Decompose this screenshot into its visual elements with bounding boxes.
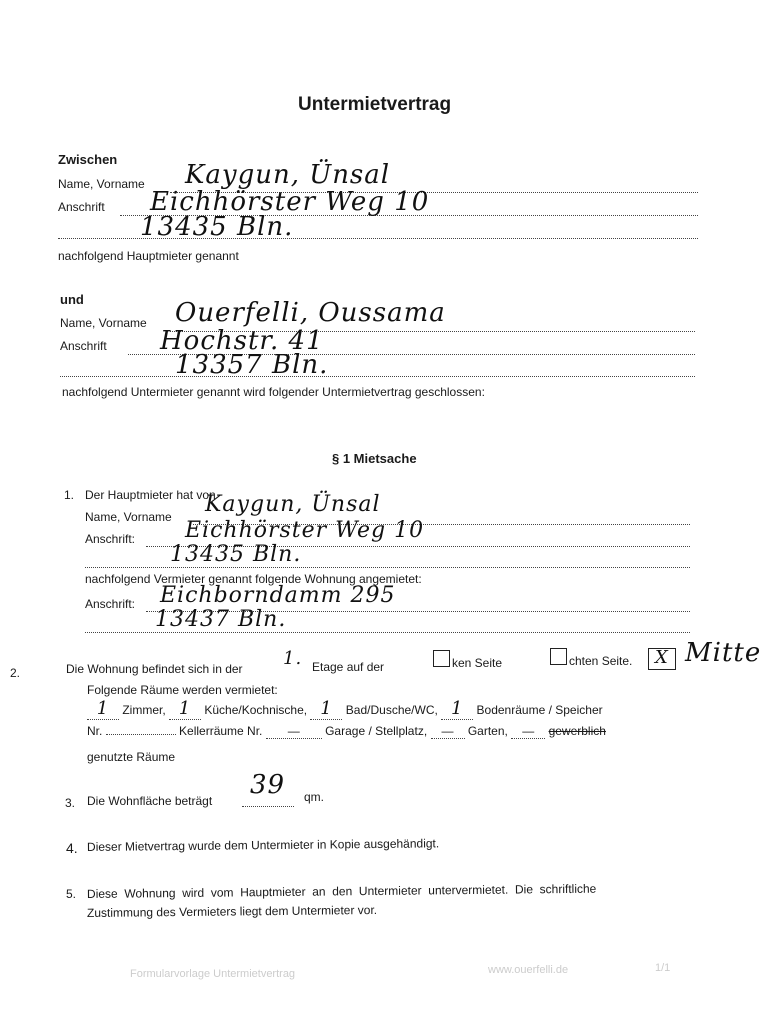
item3-number: 3.: [65, 796, 76, 810]
item2-number: 2.: [10, 666, 21, 680]
party2-name-label: Name, Vorname: [60, 316, 147, 330]
item1-handwritten-apartment-city: 13437 Bln.: [155, 607, 287, 632]
middle-checkbox-mark: X: [655, 647, 669, 668]
rooms-row2: [87, 724, 606, 739]
item2-handwritten-floor: 1.: [283, 648, 303, 669]
boden-value: 1: [450, 698, 464, 719]
party1-address-label: Anschrift: [58, 200, 105, 214]
item1-name-label: Name, Vorname: [85, 510, 172, 524]
item2-text-before-floor: Die Wohnung befindet sich in der: [66, 662, 243, 676]
left-side-checkbox[interactable]: [433, 650, 450, 667]
item4-number: 4.: [66, 840, 78, 856]
keller-label: Kellerräume Nr.: [179, 724, 263, 738]
rooms-intro: Folgende Räume werden vermietet:: [87, 683, 278, 697]
party1-role-text: nachfolgend Hauptmieter genannt: [58, 249, 239, 263]
garten-label: Garten,: [467, 724, 508, 738]
bad-value: 1: [320, 698, 333, 719]
genutzte-label: genutzte Räume: [87, 750, 176, 764]
item5-number: 5.: [66, 887, 77, 901]
garage-label: Garage / Stellplatz,: [325, 724, 428, 738]
party1-handwritten-city: 13435 Bln.: [140, 212, 294, 242]
item1-address-line2: [85, 567, 690, 568]
kueche-label: Küche/Kochnische,: [204, 703, 308, 717]
rooms-row1: [87, 698, 603, 720]
item2-handwritten-middle: Mitte: [685, 638, 762, 668]
item3-text: Die Wohnfläche beträgt: [87, 794, 213, 808]
party2-heading: und: [60, 292, 84, 307]
keller-value: —: [287, 724, 300, 738]
item1-address-label: Anschrift:: [85, 532, 136, 546]
item4-text: Dieser Mietvertrag wurde dem Untermieter in Kopie ausgehändigt.: [86, 836, 440, 854]
right-side-label: chten Seite.: [569, 654, 633, 668]
garage-value: —: [441, 724, 454, 738]
party1-handwritten-street: Eichhörster Weg 10: [150, 187, 430, 217]
party1-name-label: Name, Vorname: [58, 177, 145, 191]
item3-unit: qm.: [304, 790, 325, 804]
right-side-checkbox[interactable]: [550, 648, 567, 665]
footer-right: www.ouerfelli.de: [488, 964, 569, 976]
item5-line2: Zustimmung des Vermieters liegt dem Untermieter vor.: [86, 902, 378, 920]
item1-handwritten-name: Kaygun, Ünsal: [205, 492, 381, 517]
item1-handwritten-city: 13435 Bln.: [170, 542, 302, 567]
party2-handwritten-street: Hochstr. 41: [160, 326, 324, 356]
item5-line1: Diese Wohnung wird vom Hauptmieter an den Untermieter untervermietet. Die schriftliche: [86, 881, 597, 901]
garten-value: —: [522, 724, 535, 738]
item1-handwritten-apartment-street: Eichborndamm 295: [160, 583, 396, 608]
party2-handwritten-city: 13357 Bln.: [175, 350, 329, 380]
item1-apartment-line2: [85, 632, 690, 633]
item1-handwritten-street: Eichhörster Weg 10: [185, 518, 425, 543]
footer-page: 1/1: [655, 962, 671, 974]
nr-label: Nr.: [87, 724, 103, 738]
left-side-label: ken Seite: [452, 656, 503, 670]
kueche-value: 1: [178, 698, 192, 719]
item3-area-line: [242, 806, 294, 807]
party2-address-line2: [60, 376, 695, 377]
item1-text: Der Hauptmieter hat von: [85, 488, 216, 502]
item1-number: 1.: [64, 488, 75, 502]
section1-heading: § 1 Mietsache: [332, 451, 417, 466]
item1-landlord-text: nachfolgend Vermieter genannt folgende Wohnung angemietet:: [85, 572, 422, 586]
item3-handwritten-area: 39: [250, 770, 286, 800]
bad-label: Bad/Dusche/WC,: [345, 703, 438, 717]
zimmer-label: Zimmer,: [122, 703, 166, 717]
item2-text-after-floor: Etage auf der: [312, 660, 385, 674]
party1-handwritten-name: Kaygun, Ünsal: [185, 160, 391, 190]
footer-left: Formularvorlage Untermietvertrag: [130, 968, 296, 980]
zimmer-value: 1: [96, 698, 110, 719]
party2-handwritten-name: Ouerfelli, Oussama: [175, 298, 446, 328]
party2-role-text: nachfolgend Untermieter genannt wird folgender Untermietvertrag geschlossen:: [62, 385, 485, 399]
party2-address-label: Anschrift: [60, 339, 107, 353]
party1-heading: Zwischen: [58, 152, 118, 167]
document-title: Untermietvertrag: [298, 94, 452, 115]
middle-checkbox[interactable]: [648, 648, 676, 670]
gewerblich-label: gewerblich: [548, 724, 606, 738]
boden-label: Bodenräume / Speicher: [476, 703, 603, 717]
item1-address2-label: Anschrift:: [85, 597, 136, 611]
